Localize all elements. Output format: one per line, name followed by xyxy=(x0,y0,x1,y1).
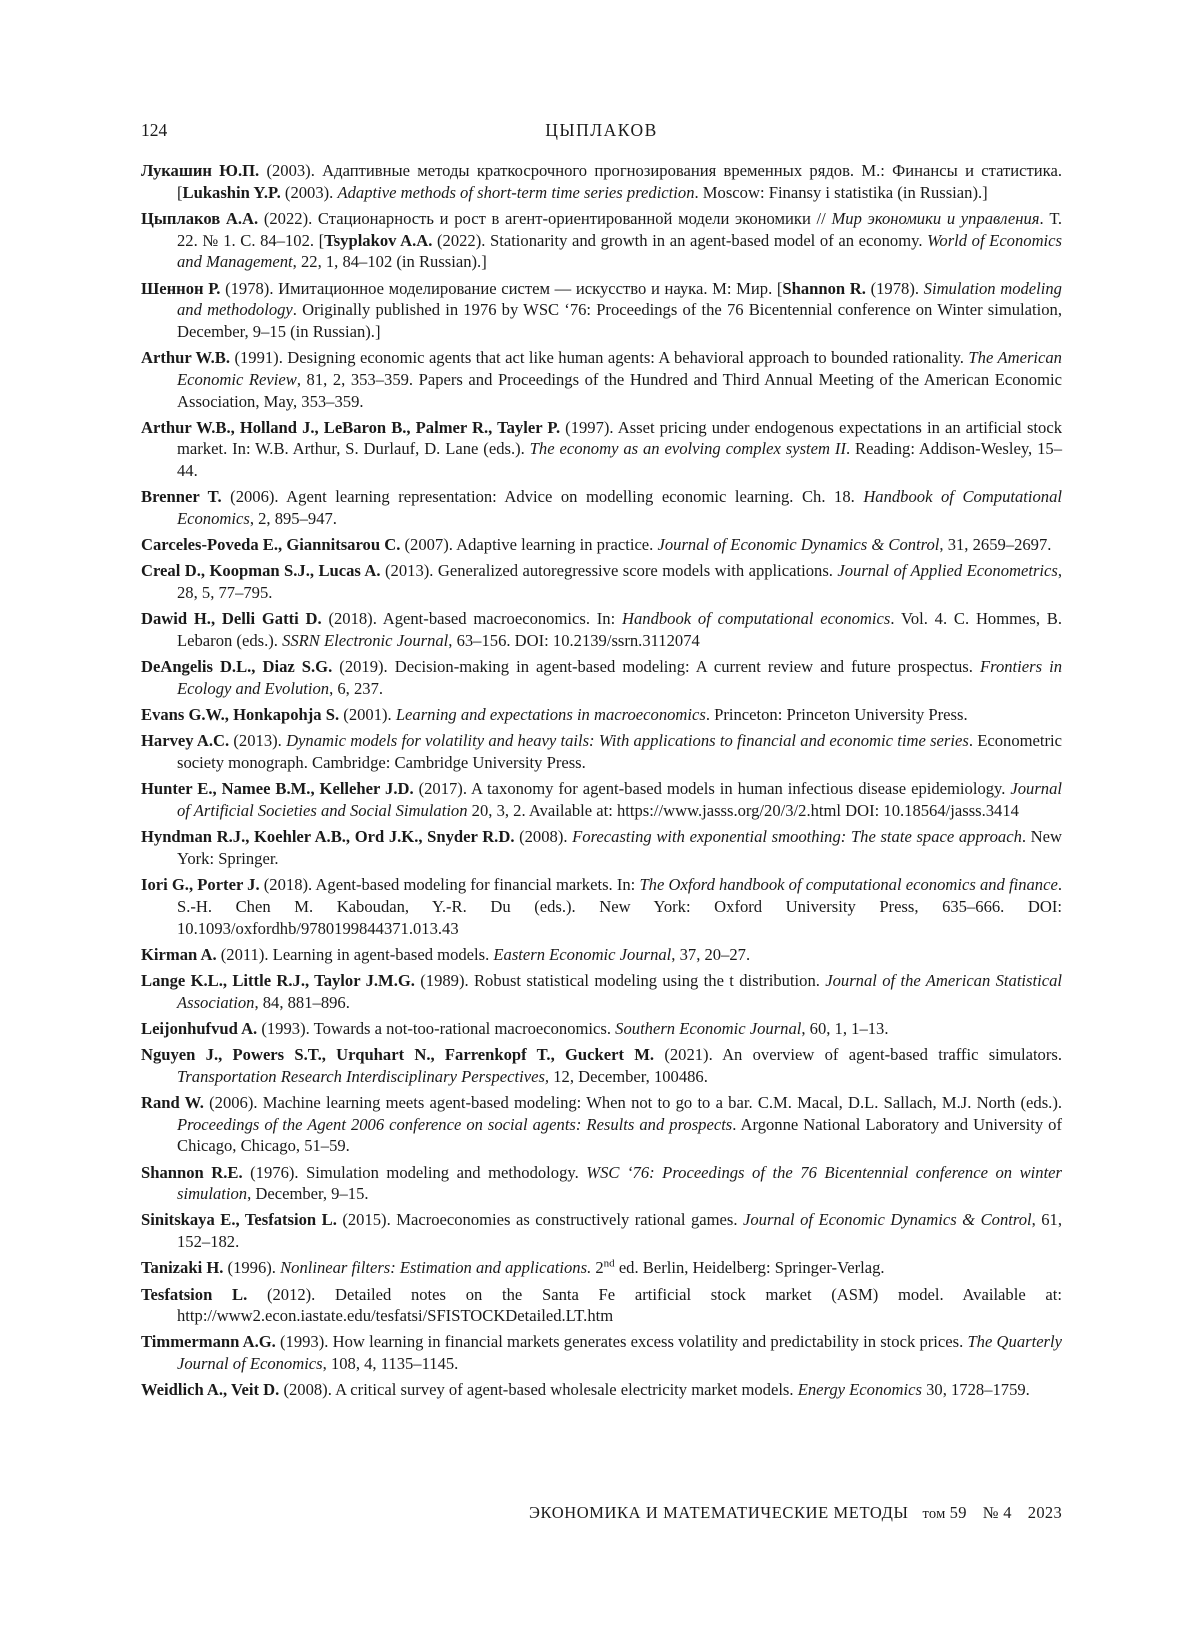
reference-authors: Harvey A.C. xyxy=(141,731,230,751)
reference-source: WSC ‘76: Proceedings of the 76 Bicentennial conference on winter simulation xyxy=(177,1162,1062,1204)
reference-source: Eastern Economic Journal xyxy=(493,944,672,964)
reference-text: (2018). Agent-based macroeconomics. In: xyxy=(321,609,622,629)
reference-authors: Arthur W.B. xyxy=(141,348,230,368)
reference-authors: Лукашин Ю.П. xyxy=(141,161,260,180)
reference-item xyxy=(141,656,1062,699)
issue-number: № 4 xyxy=(982,1503,1012,1522)
reference-text: . Moscow: Finansy i statistika (in Russian).] xyxy=(694,182,988,202)
reference-text: (1991). Designing economic agents that act like human agents: A behavioral approach to bounded rationality. xyxy=(230,348,969,368)
reference-item xyxy=(141,1209,1062,1252)
reference-text: (2022). Стационарность и рост в агент-ориентированной модели экономики // xyxy=(258,208,832,228)
reference-text: , 28, 5, 77–795. xyxy=(177,561,1062,603)
reference-text: (1997). Asset pricing under endogenous expectations in an artificial stock market. In: W.B. Arthur, S. Durlauf, D. Lane (eds.). xyxy=(177,417,1062,459)
reference-text: (2003). Адаптивные методы краткосрочного прогнозирования временных рядов. М.: Финансы и статистика. [ xyxy=(177,161,1062,202)
reference-list xyxy=(141,160,1062,1401)
reference-authors: Tesfatsion L. xyxy=(141,1284,248,1304)
reference-item xyxy=(141,278,1062,343)
reference-text: . Originally published in 1976 by WSC ‘76: Proceedings of the 76 Bicentennial conference on Winter simulation, December, 9–15 (in Russian).] xyxy=(177,300,1062,341)
reference-source: Frontiers in Ecology and Evolution xyxy=(177,657,1063,698)
reference-item xyxy=(141,608,1062,651)
reference-authors: Evans G.W., Honkapohja S. xyxy=(141,705,340,725)
reference-text: (2007). Adaptive learning in practice. xyxy=(400,535,658,555)
reference-authors: Iori G., Porter J. xyxy=(141,875,260,895)
reference-source: Мир экономики и управления xyxy=(831,208,1040,228)
reference-authors: Tsyplakov A.A. xyxy=(324,230,433,250)
reference-text: (2019). Decision-making in agent-based modeling: A current review and future prospectus. xyxy=(332,657,980,677)
journal-title: ЭКОНОМИКА И МАТЕМАТИЧЕСКИЕ МЕТОДЫ xyxy=(529,1503,909,1522)
reference-authors: Dawid H., Delli Gatti D. xyxy=(141,609,322,629)
reference-source: Southern Economic Journal xyxy=(615,1018,802,1038)
reference-text: , 84, 881–896. xyxy=(254,992,350,1012)
reference-item xyxy=(141,534,1062,556)
reference-authors: Lange K.L., Little R.J., Taylor J.M.G. xyxy=(141,970,415,990)
reference-text: , 37, 20–27. xyxy=(671,944,751,964)
reference-text: , 2, 895–947. xyxy=(249,509,337,529)
reference-text: (2003). xyxy=(280,182,338,202)
reference-source: The Oxford handbook of computational economics and finance xyxy=(639,875,1058,895)
reference-text: . Econometric society monograph. Cambridge: Cambridge University Press. xyxy=(177,731,1062,773)
reference-source: The economy as an evolving complex system II xyxy=(529,439,846,459)
reference-text: (1989). Robust statistical modeling using the t distribution. xyxy=(414,970,826,990)
reference-source: Simulation modeling and methodology xyxy=(177,278,1062,320)
reference-item xyxy=(141,1284,1062,1327)
reference-text: , 63–156. DOI: 10.2139/ssrn.3112074 xyxy=(448,631,700,651)
reference-text: , 22, 1, 84–102 (in Russian).] xyxy=(292,252,487,272)
reference-item xyxy=(141,778,1062,821)
reference-authors: Shannon R.E. xyxy=(141,1162,243,1182)
reference-source: Learning and expectations in macroeconomics xyxy=(395,705,706,725)
reference-text: . S.-H. Chen M. Kaboudan, Y.-R. Du (eds.). New York: Oxford University Press, 635–666. DOI: 10.1093/oxfordhb/9780199844371.013.43 xyxy=(177,875,1062,938)
reference-text: 30, 1728–1759. xyxy=(921,1380,1030,1400)
reference-text: (1978). Имитационное моделирование систем — искусство и наука. М: Мир. [ xyxy=(220,278,783,298)
reference-authors: Kirman A. xyxy=(141,944,217,964)
reference-text: (1976). Simulation modeling and methodology. xyxy=(242,1162,587,1182)
reference-text: . Т. 22. № 1. С. 84–102. [ xyxy=(177,208,1062,250)
reference-item xyxy=(141,160,1062,203)
reference-source: Forecasting with exponential smoothing: The state space approach xyxy=(572,827,1022,847)
reference-authors: Arthur W.B., Holland J., LeBaron B., Palmer R., Tayler P. xyxy=(141,417,561,437)
reference-item xyxy=(141,1092,1062,1157)
reference-text: (1996). xyxy=(223,1258,281,1278)
reference-authors: Lukashin Y.P. xyxy=(182,182,281,202)
reference-text: (1978). xyxy=(865,278,924,298)
reference-text: . Argonne National Laboratory and University of Chicago, Chicago, 51–59. xyxy=(177,1114,1063,1156)
volume-number: 59 xyxy=(949,1503,967,1522)
reference-item xyxy=(141,1331,1062,1374)
reference-item xyxy=(141,730,1062,773)
publication-year: 2023 xyxy=(1027,1503,1062,1522)
page-content xyxy=(141,110,1062,1406)
reference-text: . New York: Springer. xyxy=(177,827,1062,868)
reference-source: Handbook of computational economics xyxy=(622,609,891,629)
reference-text: 20, 3, 2. Available at: https://www.jasss.org/20/3/2.html DOI: 10.18564/jasss.3414 xyxy=(467,800,1019,820)
reference-text: 2 xyxy=(591,1258,604,1278)
running-title: ЦЫПЛАКОВ xyxy=(545,120,658,140)
reference-authors: Tanizaki H. xyxy=(141,1258,224,1278)
reference-text: (2006). Machine learning meets agent-based modeling: When not to go to a bar. C.M. Macal, D.L. Sallach, M.J. North (eds.). xyxy=(203,1092,1062,1112)
reference-text: , 108, 4, 1135–1145. xyxy=(322,1354,459,1374)
reference-item xyxy=(141,826,1062,869)
reference-authors: Timmermann A.G. xyxy=(141,1332,276,1352)
reference-authors: Carceles-Poveda E., Giannitsarou C. xyxy=(141,535,401,555)
reference-source: Journal of Applied Econometrics xyxy=(837,561,1058,581)
reference-text: (2006). Agent learning representation: Advice on modelling economic learning. Ch. 18. xyxy=(221,487,864,507)
reference-authors: Creal D., Koopman S.J., Lucas A. xyxy=(141,561,381,581)
reference-authors: DeAngelis D.L., Diaz S.G. xyxy=(141,657,333,677)
reference-text: (1993). How learning in financial markets generates excess volatility and predictability in stock prices. xyxy=(275,1332,968,1352)
reference-text: (2022). Stationarity and growth in an agent-based model of an economy. xyxy=(432,230,928,250)
reference-source: Handbook of Computational Economics xyxy=(177,487,1063,529)
reference-authors: Nguyen J., Powers S.T., Urquhart N., Farrenkopf T., Guckert M. xyxy=(141,1045,655,1065)
reference-item xyxy=(141,486,1062,529)
reference-text: (2021). An overview of agent-based traffic simulators. xyxy=(654,1045,1062,1065)
reference-text: , 60, 1, 1–13. xyxy=(801,1018,889,1038)
reference-source: Adaptive methods of short-term time series prediction xyxy=(337,182,695,202)
page-number: 124 xyxy=(141,120,168,140)
volume-label: том xyxy=(922,1506,946,1522)
reference-authors: Цыплаков А.А. xyxy=(141,208,259,228)
reference-item xyxy=(141,1162,1062,1205)
reference-authors: Шеннон Р. xyxy=(141,278,221,298)
reference-source: Journal of Economic Dynamics & Control xyxy=(657,535,940,555)
reference-text: (2011). Learning in agent-based models. xyxy=(216,944,494,964)
reference-authors: Shannon R. xyxy=(782,278,866,298)
reference-item xyxy=(141,1257,1062,1279)
reference-authors: Sinitskaya E., Tesfatsion L. xyxy=(141,1210,337,1230)
reference-item xyxy=(141,417,1062,482)
page-footer xyxy=(141,1503,1062,1523)
reference-authors: Leijonhufvud A. xyxy=(141,1018,258,1038)
reference-text: . Reading: Addison-Wesley, 15–44. xyxy=(177,439,1062,481)
reference-text: (2013). xyxy=(229,731,287,751)
reference-text: (2017). A taxonomy for agent-based models in human infectious disease epidemiology. xyxy=(413,779,1011,799)
reference-source: SSRN Electronic Journal xyxy=(282,631,449,651)
reference-authors: Hyndman R.J., Koehler A.B., Ord J.K., Snyder R.D. xyxy=(141,827,515,847)
reference-item xyxy=(141,1018,1062,1040)
reference-item xyxy=(141,560,1062,603)
reference-text: 12, December, 100486. xyxy=(549,1066,708,1086)
reference-source: Proceedings of the Agent 2006 conference on social agents: Results and prospects xyxy=(177,1114,733,1134)
reference-text: (2008). A critical survey of agent-based wholesale electricity market models. xyxy=(279,1380,798,1400)
reference-text: (2013). Generalized autoregressive score models with applications. xyxy=(380,561,838,581)
reference-authors: Weidlich A., Veit D. xyxy=(141,1380,280,1400)
reference-item xyxy=(141,970,1062,1013)
reference-item xyxy=(141,347,1062,412)
reference-text: nd xyxy=(603,1257,615,1270)
reference-item xyxy=(141,1044,1062,1087)
reference-text: (2012). Detailed notes on the Santa Fe artificial stock market (ASM) model. Available at: http://www2.econ.iastate.edu/tesfatsi/SFISTOCKDetailed.LT.htm xyxy=(177,1284,1062,1326)
reference-authors: Rand W. xyxy=(141,1092,204,1112)
reference-text: , 81, 2, 353–359. Papers and Proceedings of the Hundred and Third Annual Meeting of the American Economic Association, May, 353–359. xyxy=(177,369,1062,411)
reference-authors: Brenner T. xyxy=(141,487,222,507)
reference-text: (2001). xyxy=(339,705,396,725)
reference-source: Journal of Economic Dynamics & Control xyxy=(742,1210,1032,1230)
reference-source: The American Economic Review xyxy=(177,348,1062,389)
reference-source: The Quarterly Journal of Economics xyxy=(177,1332,1062,1374)
reference-text: (2018). Agent-based modeling for financial markets. In: xyxy=(259,875,640,895)
reference-item xyxy=(141,874,1062,939)
reference-text: . Princeton: Princeton University Press. xyxy=(705,705,968,725)
reference-item xyxy=(141,944,1062,966)
reference-source: Journal of the American Statistical Association xyxy=(177,970,1062,1012)
reference-item xyxy=(141,208,1062,273)
reference-text: , 61, 152–182. xyxy=(177,1210,1062,1252)
reference-source: Energy Economics xyxy=(797,1380,922,1400)
reference-text: (2008). xyxy=(514,827,573,847)
reference-source: Transportation Research Interdisciplinary Perspectives, xyxy=(177,1066,550,1086)
page-header xyxy=(141,110,1062,150)
reference-text: (1993). Towards a not-too-rational macroeconomics. xyxy=(257,1018,616,1038)
reference-text: , 31, 2659–2697. xyxy=(939,535,1052,555)
reference-text: (2015). Macroeconomies as constructively rational games. xyxy=(336,1210,743,1230)
reference-text: ed. Berlin, Heidelberg: Springer-Verlag. xyxy=(614,1258,885,1278)
reference-text: . Vol. 4. C. Hommes, B. Lebaron (eds.). xyxy=(177,609,1063,651)
reference-source: Journal of Artificial Societies and Social Simulation xyxy=(177,779,1062,820)
reference-source: Nonlinear filters: Estimation and applications. xyxy=(280,1258,592,1278)
reference-source: Dynamic models for volatility and heavy tails: With applications to financial and economic time series xyxy=(286,731,969,751)
reference-source: World of Economics and Management xyxy=(177,230,1062,272)
reference-item xyxy=(141,704,1062,726)
reference-authors: Hunter E., Namee B.M., Kelleher J.D. xyxy=(141,779,414,799)
reference-item xyxy=(141,1379,1062,1401)
reference-text: , December, 9–15. xyxy=(247,1184,369,1204)
reference-text: , 6, 237. xyxy=(329,678,384,698)
